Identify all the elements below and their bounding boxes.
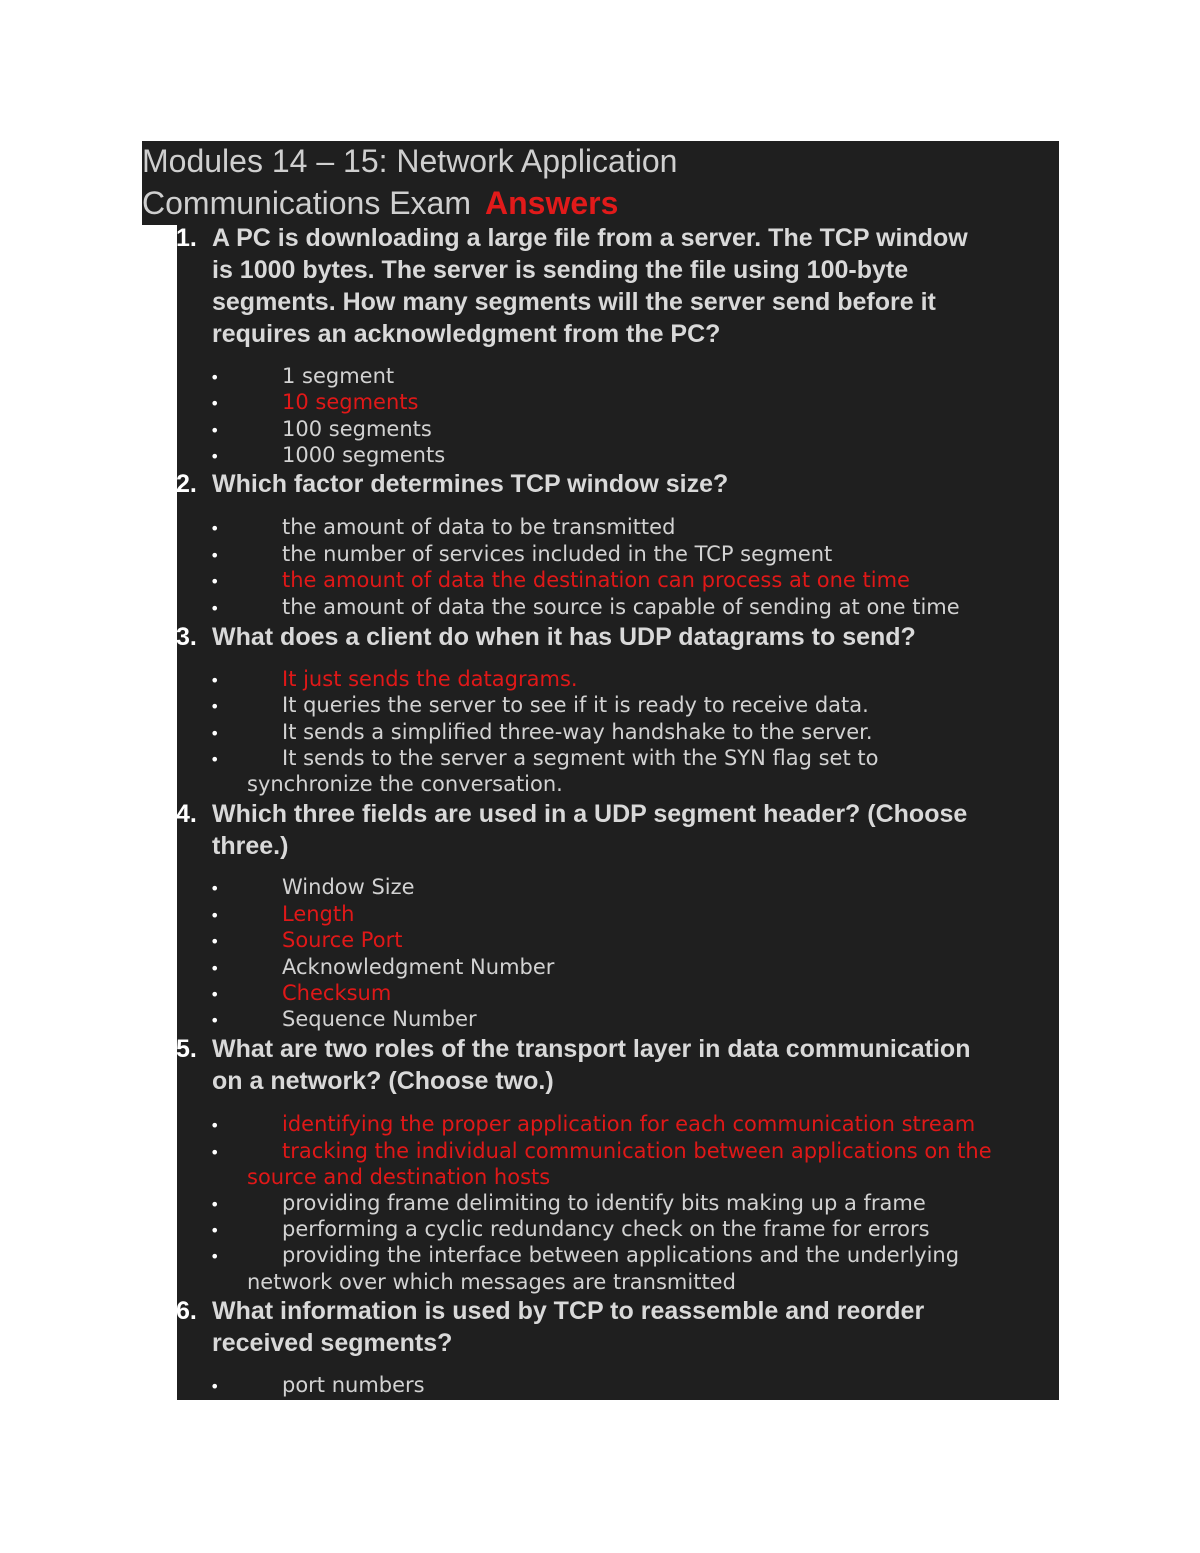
answer-option-correct: identifying the proper application for each communication stream [282,1112,976,1136]
question-text: requires an acknowledgment from the PC? [212,320,721,348]
answer-option: 100 segments [282,417,432,441]
answer-option-correct: Checksum [282,981,392,1005]
answer-option: the amount of data to be transmitted [282,515,676,539]
bullet-icon: • [210,1195,220,1214]
question-text: What information is used by TCP to reassemble and reorder [212,1297,925,1325]
bullet-icon: • [210,697,220,716]
answer-option-correct: It just sends the datagrams. [282,667,578,691]
bullet-icon: • [210,1221,220,1240]
answer-option: It queries the server to see if it is ready to receive data. [282,693,869,717]
page-title-line-2 [142,182,618,224]
bullet-icon: • [210,932,220,951]
answer-option-correct: tracking the individual communication between applications on the [282,1139,992,1163]
answer-option: Window Size [282,875,415,899]
answer-option: port numbers [282,1373,425,1397]
answer-option-correct: Length [282,902,355,926]
bullet-icon: • [210,1116,220,1135]
bullet-icon: • [210,724,220,743]
bullet-icon: • [210,368,220,387]
question-text: segments. How many segments will the server send before it [212,288,936,316]
question-text: received segments? [212,1329,453,1357]
bullet-icon: • [210,447,220,466]
bullet-icon: • [210,421,220,440]
bullet-icon: • [210,1377,220,1396]
bullet-icon: • [210,394,220,413]
bullet-icon: • [210,599,220,618]
answer-option: performing a cyclic redundancy check on the frame for errors [282,1217,930,1241]
page-title-text: Communications Exam [142,185,471,221]
answer-option: the number of services included in the TCP segment [282,542,833,566]
answer-option-correct: Source Port [282,928,403,952]
answer-option: Sequence Number [282,1007,477,1031]
question-text: Which factor determines TCP window size? [212,470,729,498]
question-number: 1. [176,224,197,252]
bullet-icon: • [210,546,220,565]
question-number: 2. [176,470,197,498]
answer-option: 1 segment [282,364,395,388]
bullet-icon: • [210,1247,220,1266]
question-number: 3. [176,623,197,651]
question-number: 5. [176,1035,197,1063]
answer-option-correct: 10 segments [282,390,419,414]
bullet-icon: • [210,750,220,769]
answer-option: network over which messages are transmitted [247,1270,736,1294]
question-text: on a network? (Choose two.) [212,1067,554,1095]
bullet-icon: • [210,879,220,898]
bullet-icon: • [210,959,220,978]
question-text: A PC is downloading a large file from a server. The TCP window [212,224,968,252]
bullet-icon: • [210,572,220,591]
question-number: 6. [176,1297,197,1325]
answers-label: Answers [485,185,619,221]
page-title-line-1: Modules 14 – 15: Network Application [142,143,678,179]
question-text: What are two roles of the transport layer in data communication [212,1035,971,1063]
question-text: Which three fields are used in a UDP segment header? (Choose [212,800,968,828]
answer-option: 1000 segments [282,443,446,467]
bullet-icon: • [210,671,220,690]
bullet-icon: • [210,1011,220,1030]
answer-option: the amount of data the source is capable of sending at one time [282,595,960,619]
answer-option: It sends to the server a segment with the SYN flag set to [282,746,879,770]
question-text: is 1000 bytes. The server is sending the file using 100-byte [212,256,909,284]
answer-option-correct: source and destination hosts [247,1165,551,1189]
question-number: 4. [176,800,197,828]
bullet-icon: • [210,985,220,1004]
answer-option: providing frame delimiting to identify bits making up a frame [282,1191,926,1215]
answer-option: It sends a simplified three-way handshake to the server. [282,720,873,744]
bullet-icon: • [210,519,220,538]
bullet-icon: • [210,906,220,925]
question-text: What does a client do when it has UDP datagrams to send? [212,623,916,651]
answer-option-correct: the amount of data the destination can process at one time [282,568,910,592]
answer-option: synchronize the conversation. [247,772,563,796]
answer-option: providing the interface between applications and the underlying [282,1243,960,1267]
question-text: three.) [212,832,289,860]
bullet-icon: • [210,1143,220,1162]
answer-option: Acknowledgment Number [282,955,555,979]
